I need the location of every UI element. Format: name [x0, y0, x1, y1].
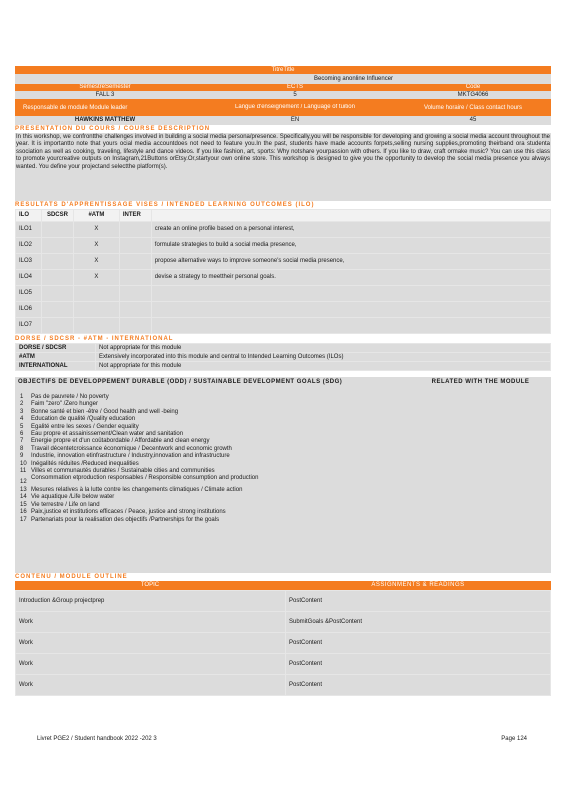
ilo-heading: RESULTATS D'APPRENTISSAGE VISES / INTENDED LEARNING OUTCOMES (ILO) [15, 202, 315, 208]
course-title: Becoming anonline Influencer [314, 76, 394, 82]
sdg-label: Education de qualité /Quality education [31, 416, 136, 423]
sdg-label: Faim "zero" /Zero hunger [31, 401, 98, 408]
sdg-heading: OBJECTIFS DE DEVELOPPEMENT DURABLE (ODD) / SUSTAINABLE DEVELOPMENT GOALS (SDG) [18, 379, 343, 385]
assignment-cell: PostContent [286, 591, 551, 612]
ilo-text [151, 302, 550, 318]
sdg-label: Mesures relatives à la lutte contre les changements climatiques / Climate action [31, 486, 243, 493]
sdg-number: 8 [20, 445, 24, 452]
sdg-number: 15 [20, 501, 27, 508]
ilo-id: ILO3 [16, 254, 42, 270]
sdg-label: Egalité entre les sexes / Gender equality [31, 423, 139, 430]
sdg-label: Inégalités réduites /Reduced inequalities [31, 460, 139, 467]
ilo-id: ILO2 [16, 238, 42, 254]
ects-label: ECTS [286, 84, 303, 90]
sdg-number: 13 [20, 486, 27, 493]
sdg-number: 11 [20, 468, 27, 475]
atm-value: Extensively incorporated into this module and central to Intended Learning Outcomes (ILOs) [96, 353, 551, 362]
sdg-number: 12 [20, 479, 27, 486]
page-footer [37, 736, 527, 742]
assignments-col-header: ASSIGNMENTS & READINGS [371, 582, 465, 588]
topic-cell: Introduction &Group projectprep [16, 591, 286, 612]
ects-value: 5 [293, 92, 297, 98]
ilo-col-header: ILO [16, 210, 42, 222]
hours-label: Volume horaire / Class contact hours [423, 104, 523, 111]
page-number: Page 124 [501, 736, 527, 742]
ilo-atm-mark: X [73, 270, 119, 286]
ilo-id: ILO6 [16, 302, 42, 318]
sdg-number: 3 [20, 408, 24, 415]
semester-label: SemestreSemester [79, 84, 131, 90]
presentation-heading: PRESENTATION DU COURS / COURSE DESCRIPTION [15, 126, 211, 132]
sdg-label: Vie terrestre / Life on land [31, 501, 100, 508]
csr-col-header: SDCSR [41, 210, 73, 222]
sdg-number: 6 [20, 431, 24, 438]
sdg-number: 9 [20, 453, 24, 460]
sdg-label: Eau propre et assainissement/Clean water and sanitation [31, 431, 184, 438]
ilo-id: ILO1 [16, 222, 42, 238]
sdg-number: 7 [20, 438, 24, 445]
footer-handbook: Livret PGE2 / Student handbook 2022 -202 3 [37, 736, 157, 742]
sdg-list [15, 394, 551, 524]
dorse-value: Not appropriate for this module [96, 344, 551, 353]
sdg-block [15, 377, 551, 573]
language-value: EN [290, 117, 300, 123]
atm-label: #ATM [16, 353, 96, 362]
assignment-cell: PostContent [286, 633, 551, 654]
ilo-id: ILO5 [16, 286, 42, 302]
sdg-number: 5 [20, 423, 24, 430]
sdg-label: Villes et communautés durables / Sustainable cities and communities [31, 468, 215, 475]
ilo-atm-mark: X [73, 238, 119, 254]
sdg-number: 14 [20, 494, 27, 501]
inter-col-header: INTER [119, 210, 151, 222]
topic-cell: Work [16, 654, 286, 675]
topic-cell: Work [16, 675, 286, 696]
sdg-label: Bonne santé et bien -être / Good health and well -being [31, 408, 179, 415]
assignment-cell: PostContent [286, 675, 551, 696]
ilo-text: devise a strategy to meettheir personal goals. [151, 270, 550, 286]
sdg-number: 10 [20, 460, 27, 467]
international-label: INTERNATIONAL [16, 362, 96, 371]
sdg-label: Industrie, innovation etinfrastructure / Industry,innovation and infrastructure [31, 453, 230, 460]
sdg-label: Consommation etproduction responsables / Responsible consumption and production [31, 475, 259, 482]
ilo-atm-mark: X [73, 222, 119, 238]
topic-col-header: TOPIC [140, 582, 160, 588]
ilo-text [151, 318, 550, 334]
sdg-label: Paix,justice et institutions efficaces / Peace, justice and strong institutions [31, 509, 226, 516]
outline-table [15, 590, 551, 696]
atm-col-header: #ATM [73, 210, 119, 222]
ilo-atm-mark [73, 302, 119, 318]
ilo-id: ILO4 [16, 270, 42, 286]
international-value: Not appropriate for this module [96, 362, 551, 371]
ilo-text: formulate strategies to build a social media presence, [151, 238, 550, 254]
dorse-table [15, 343, 551, 371]
course-description: In this workshop, we confrontthe challenges involved in building a social media persona/presence. Specifically,you will be responsible for developing and growing a social media account throughout the year. It is importantto note that yours ocial media accountdoes not need to feature you.In the past, students have made accounts forpets,selling nursing supplies,promoting theirband ora studenta ssociation as well as cooking, traveling, lifestyle and dance videos. If you like fashion, art, sports: Why notshare yourpassion with others. If you like to draw, craft ormake music? You can use this class to promote yourcreative outputs on Instagram,21Buttons orEtsy.Or,startyour own online store. This workshop is designed to give you the opportunity to develop the social media presence you always wanted. You define your projectand selectthe platform(s). [15, 133, 551, 201]
dorse-label: DORSE / SDCSR [16, 344, 96, 353]
ilo-id: ILO7 [16, 318, 42, 334]
assignment-cell: SubmitGoals &PostContent [286, 612, 551, 633]
sdg-label: Partenariats pour la realisation des objectifs /Partnerships for the goals [31, 516, 220, 523]
code-value: MKTG4066 [457, 92, 489, 98]
ilo-table [15, 209, 551, 334]
sdg-label: Energie propre et d'un coûtabordable / Affordable and clean energy [31, 438, 210, 445]
course-sheet [15, 66, 551, 696]
assignment-cell: PostContent [286, 654, 551, 675]
ilo-text [151, 286, 550, 302]
responsable-label: Responsable de module Module leader [23, 104, 128, 111]
sdg-label: Vie aquatique /Life below water [31, 494, 115, 501]
language-label: Langue d'enseignement / Language of tuition [235, 104, 355, 110]
topic-cell: Work [16, 633, 286, 654]
sdg-number: 4 [20, 416, 24, 423]
ilo-atm-mark [73, 286, 119, 302]
outline-heading: CONTENU / MODULE OUTLINE [15, 574, 128, 580]
title-label: TitreTitle [271, 67, 295, 73]
responsable-value: HAWKINS MATTHEW [74, 117, 136, 123]
sdg-number: 17 [20, 516, 27, 523]
sdg-label: Pas de pauvrete / No poverty [31, 394, 109, 400]
dorse-heading: DORSE / SDCSR - #ATM - INTERNATIONAL [15, 336, 174, 342]
ilo-atm-mark: X [73, 254, 119, 270]
semester-value: FALL 3 [95, 92, 115, 98]
sdg-number: 1 [20, 394, 24, 400]
ilo-text: propose alternative ways to improve someone's social media presence, [151, 254, 550, 270]
hours-value: 45 [469, 117, 477, 123]
sdg-number: 16 [20, 509, 27, 516]
sdg-label: Travail décentetcroissance économique / Decentwork and economic growth [31, 445, 232, 452]
code-label: Code [465, 84, 481, 90]
sdg-number: 2 [20, 401, 24, 408]
topic-cell: Work [16, 612, 286, 633]
ilo-atm-mark [73, 318, 119, 334]
sdg-related-header: RELATED WITH THE MODULE [431, 379, 530, 385]
ilo-text: create an online profile based on a personal interest, [151, 222, 550, 238]
